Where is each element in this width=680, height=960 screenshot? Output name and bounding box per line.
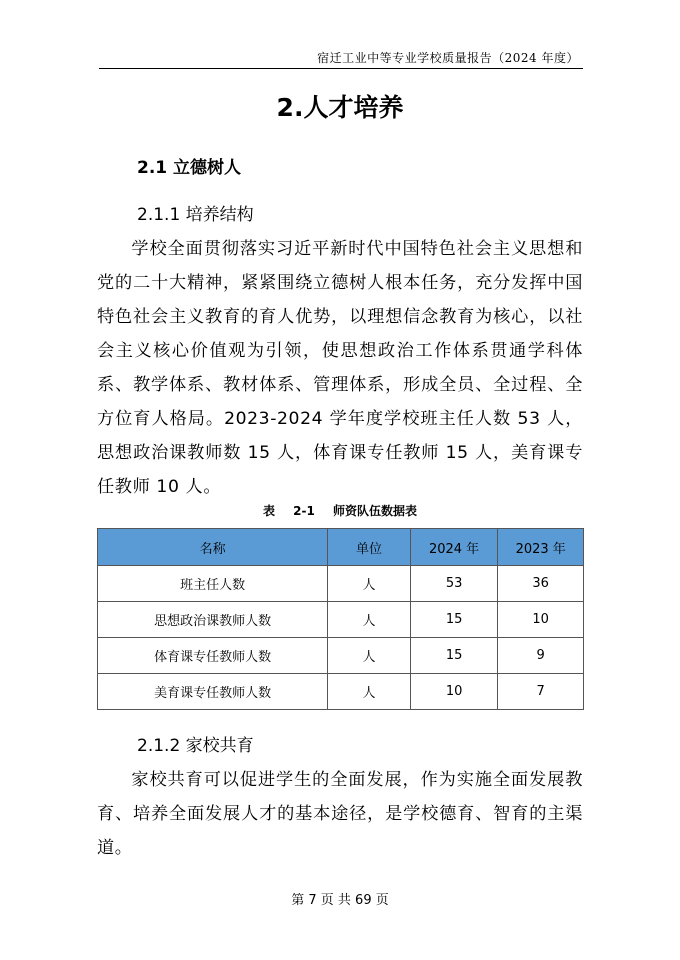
table-row [98,566,584,602]
header-cell-name: 名称 [98,529,328,566]
table-row [98,674,584,710]
section-title: 2.1 立德树人 [137,158,242,178]
cell-2024: 53 [410,566,498,602]
cell-2023: 9 [498,638,584,674]
cell-unit: 人 [328,602,410,638]
cell-2024: 10 [410,674,498,710]
cell-2024: 15 [410,638,498,674]
page-number: 第 7 页 共 69 页 [291,893,389,908]
cell-name: 美育课专任教师人数 [98,674,328,710]
staff-data-table [97,528,584,710]
cell-unit: 人 [328,674,410,710]
cell-name: 体育课专任教师人数 [98,638,328,674]
paragraph-training-structure: 学校全面贯彻落实习近平新时代中国特色社会主义思想和党的二十大精神，紧紧围绕立德树人根本任务，充分发挥中国特色社会主义教育的育人优势，以理想信念教育为核心，以社会主义核心价值观为引领，使思想政治工作体系贯通学科体系、教学体系、教材体系、管理体系，形成全员、全过程、全方位育人格局。2023-2024 学年度学校班主任人数 53 人，思想政治课教师数 15 人，体育课专任教师 15 人，美育课专任教师 10 人。 [97,239,583,497]
cell-name: 思想政治课教师人数 [98,602,328,638]
cell-name: 班主任人数 [98,566,328,602]
subsection-title-home-school: 2.1.2 家校共育 [137,736,254,756]
cell-unit: 人 [328,566,410,602]
paragraph-home-school: 家校共育可以促进学生的全面发展，作为实施全面发展教育、培养全面发展人才的基本途径，是学校德育、智育的主渠道。 [97,770,583,858]
cell-2023: 36 [498,566,584,602]
header-cell-unit: 单位 [328,529,410,566]
table-caption: 表 2-1 师资队伍数据表 [262,504,418,518]
report-title: 宿迁工业中等专业学校质量报告（2024 年度） [317,51,579,65]
table-row [98,602,584,638]
cell-2023: 10 [498,602,584,638]
table-row [98,638,584,674]
page-header [99,40,583,69]
subsection-title-training-structure: 2.1.1 培养结构 [137,205,254,225]
chapter-title: 2.人才培养 [276,93,404,122]
header-cell-2023: 2023 年 [498,529,584,566]
table-header-row [98,529,584,566]
cell-2024: 15 [410,602,498,638]
cell-unit: 人 [328,638,410,674]
cell-2023: 7 [498,674,584,710]
header-cell-2024: 2024 年 [410,529,498,566]
